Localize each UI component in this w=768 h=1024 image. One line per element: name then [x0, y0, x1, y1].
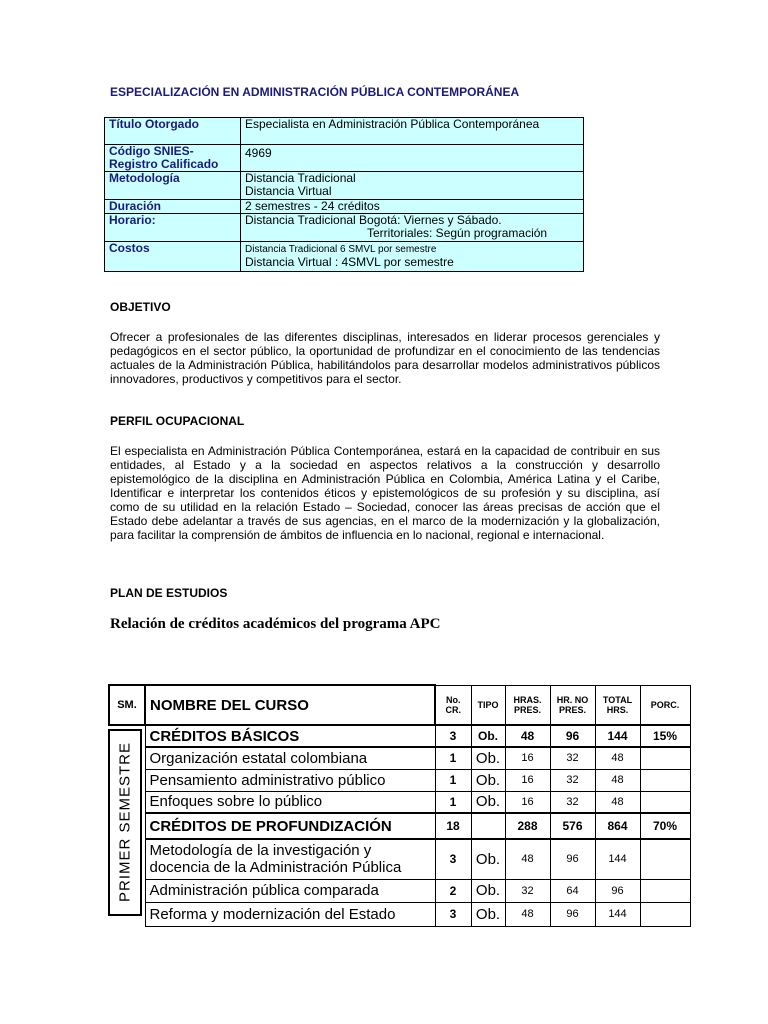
- row-nopres: 576: [550, 813, 595, 839]
- costos-value: [241, 242, 584, 272]
- table-row: [109, 839, 690, 879]
- header-total-line1: TOTAL: [602, 694, 633, 705]
- objetivo-text: Ofrecer a profesionales de las diferentes disciplinas, interesados en liderar procesos gerenciales y pedagógicos en el sector público, la oportunidad de profundizar en el conocimiento de las tendencias actuales de la Administración Pública, habilitándolos para desarrollar modelos administrativos públicos innovadores, productivos y competitivos para el sector.: [110, 330, 660, 386]
- row-total: 48: [595, 747, 640, 769]
- costos-value-line2: Distancia Virtual : 4SMVL por semestre: [245, 255, 454, 269]
- header-tipo: TIPO: [471, 685, 505, 725]
- horario-value-line2: Territoriales: Según programación: [367, 226, 548, 240]
- metodologia-value-line1: Distancia Tradicional: [245, 171, 356, 185]
- row-nopres: 32: [550, 747, 595, 769]
- row-name: CRÉDITOS DE PROFUNDIZACIÓN: [145, 813, 435, 839]
- titulo-value: Especialista en Administración Pública Contemporánea: [241, 118, 584, 145]
- header-hr-no-pres: [550, 685, 595, 725]
- header-nombre: NOMBRE DEL CURSO: [145, 685, 435, 725]
- row-name: Organización estatal colombiana: [145, 747, 435, 769]
- row-name: Pensamiento administrativo público: [145, 769, 435, 791]
- row-tipo: Ob.: [471, 747, 505, 769]
- row-pres: 48: [505, 902, 550, 926]
- row-name: Reforma y modernización del Estado: [145, 902, 435, 926]
- header-total-line2: HRS.: [606, 704, 629, 715]
- row-porc: [640, 747, 690, 769]
- header-porc: PORC.: [640, 685, 690, 725]
- header-hras-line1: HRAS.: [513, 694, 542, 705]
- snies-label-line1: Código SNIES-: [109, 144, 194, 158]
- row-nopres: 64: [550, 879, 595, 902]
- table-row: [109, 747, 690, 769]
- plan-heading: PLAN DE ESTUDIOS: [110, 586, 228, 600]
- horario-value: [241, 214, 584, 242]
- row-pres: 16: [505, 769, 550, 791]
- header-hrno-line1: HR. NO: [556, 694, 589, 705]
- row-porc: [640, 879, 690, 902]
- row-total: 144: [595, 839, 640, 879]
- row-name: Enfoques sobre lo público: [145, 791, 435, 813]
- row-nopres: 96: [550, 839, 595, 879]
- header-no-cr-line1: No.: [446, 694, 461, 705]
- table-row: [109, 902, 690, 926]
- costos-label: Costos: [105, 242, 241, 272]
- header-no-cr: [435, 685, 471, 725]
- row-name: [145, 839, 435, 879]
- horario-label: Horario:: [105, 214, 241, 242]
- row-tipo: Ob.: [471, 902, 505, 926]
- row-cr: 3: [435, 902, 471, 926]
- row-cr: 1: [435, 747, 471, 769]
- snies-label-line2: Registro Calificado: [109, 157, 219, 171]
- row-name-line1: Metodología de la investigación y: [149, 842, 372, 860]
- header-hrno-line2: PRES.: [558, 704, 586, 715]
- row-pres: 48: [505, 725, 550, 747]
- row-cr: 3: [435, 725, 471, 747]
- snies-value: 4969: [241, 145, 584, 172]
- header-hras-pres: [505, 685, 550, 725]
- row-cr: 18: [435, 813, 471, 839]
- table-row: [109, 769, 690, 791]
- titulo-label: Título Otorgado: [105, 118, 241, 145]
- table-row: [109, 813, 690, 839]
- row-total: 144: [595, 902, 640, 926]
- row-pres: 16: [505, 791, 550, 813]
- row-porc: [640, 902, 690, 926]
- row-nopres: 96: [550, 725, 595, 747]
- row-tipo: Ob.: [471, 839, 505, 879]
- table-row: [109, 725, 690, 747]
- row-cr: 1: [435, 791, 471, 813]
- plan-table: [108, 684, 691, 927]
- row-pres: 32: [505, 879, 550, 902]
- row-total: 48: [595, 791, 640, 813]
- row-name: CRÉDITOS BÁSICOS: [145, 725, 435, 747]
- page-title: ESPECIALIZACIÓN EN ADMINISTRACIÓN PÚBLICA CONTEMPORÁNEA: [110, 85, 520, 99]
- row-porc: 70%: [640, 813, 690, 839]
- row-tipo: [471, 813, 505, 839]
- header-no-cr-line2: CR.: [445, 704, 461, 715]
- plan-subtitle: Relación de créditos académicos del programa APC: [110, 616, 441, 632]
- row-total: 864: [595, 813, 640, 839]
- row-tipo: Ob.: [471, 791, 505, 813]
- row-pres: 16: [505, 747, 550, 769]
- row-total: 48: [595, 769, 640, 791]
- duracion-label: Duración: [105, 200, 241, 214]
- header-total-hrs: [595, 685, 640, 725]
- table-row: [109, 879, 690, 902]
- metodologia-value-line2: Distancia Virtual: [245, 184, 332, 198]
- metodologia-value: [241, 172, 584, 200]
- row-nopres: 96: [550, 902, 595, 926]
- row-total: 144: [595, 725, 640, 747]
- duracion-value: 2 semestres - 24 créditos: [241, 200, 584, 214]
- row-total: 96: [595, 879, 640, 902]
- header-sm: SM.: [109, 685, 145, 725]
- row-cr: 2: [435, 879, 471, 902]
- metodologia-label: Metodología: [105, 172, 241, 200]
- table-row: [109, 791, 690, 813]
- row-pres: 48: [505, 839, 550, 879]
- snies-label: [105, 145, 241, 172]
- row-porc: [640, 769, 690, 791]
- horario-value-line1: Distancia Tradicional Bogotá: Viernes y Sábado.: [245, 213, 502, 227]
- row-nopres: 32: [550, 769, 595, 791]
- row-tipo: Ob.: [471, 769, 505, 791]
- row-nopres: 32: [550, 791, 595, 813]
- row-name: Administración pública comparada: [145, 879, 435, 902]
- row-porc: [640, 791, 690, 813]
- row-name-line2: docencia de la Administración Pública: [149, 859, 402, 877]
- semester-label: PRIMER SEMESTRE: [116, 741, 134, 903]
- row-porc: [640, 839, 690, 879]
- perfil-heading: PERFIL OCUPACIONAL: [110, 414, 245, 428]
- row-pres: 288: [505, 813, 550, 839]
- header-hras-line2: PRES.: [513, 704, 541, 715]
- row-porc: 15%: [640, 725, 690, 747]
- row-tipo: Ob.: [471, 879, 505, 902]
- costos-value-line1: Distancia Tradicional 6 SMVL por semestre: [245, 244, 437, 255]
- objetivo-heading: OBJETIVO: [110, 300, 171, 314]
- row-tipo: Ob.: [471, 725, 505, 747]
- perfil-text: El especialista en Administración Pública Contemporánea, estará en la capacidad de contribuir en sus entidades, al Estado y a la sociedad en aspectos relativos a la construcción y desarrollo epistemológico de la disciplina en Administración Pública en Colombia, América Latina y el Caribe, Identificar e interpretar los contenidos éticos y epistemológicos de su profesión y su disciplina, así como de su utilidad en la relación Estado – Sociedad, conocer las áreas precisas de acción que el Estado debe adelantar a través de sus agencias, en el marco de la modernización y la globalización, para facilitar la comprensión de ámbitos de influencia en lo nacional, regional e internacional.: [110, 444, 660, 542]
- row-cr: 1: [435, 769, 471, 791]
- program-info-table: [104, 117, 584, 272]
- row-cr: 3: [435, 839, 471, 879]
